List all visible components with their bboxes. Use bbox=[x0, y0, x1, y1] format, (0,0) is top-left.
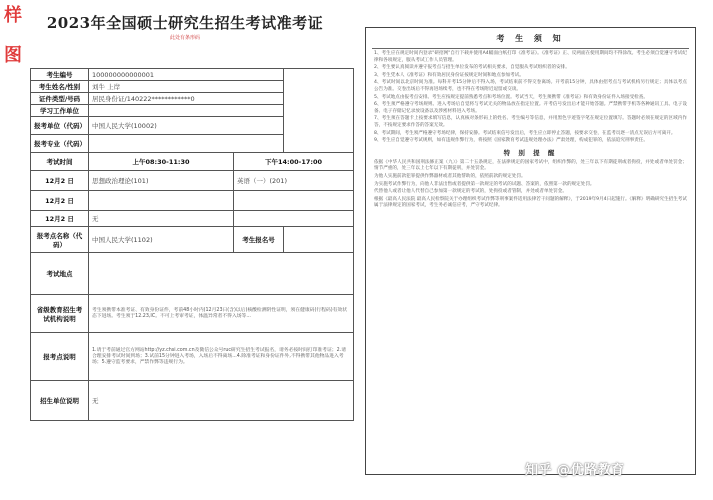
exam-date: 12月2 日 bbox=[31, 191, 89, 211]
exam-date: 12月2 日 bbox=[31, 171, 89, 191]
exam-time-label: 考试时间 bbox=[31, 153, 89, 171]
reminder-paragraph: 代替他人或者让他人代替自己参加第一款规定的考试的，处拘役或者管制，并处或者单处罚金。 bbox=[374, 189, 567, 195]
notice-paragraph: 8、考试期间，考生须严格遵守考场纪律，保持安静。考试结束信号发出后，考生应立即停止答题，按要求交卷，在监考员逐一清点无误后方可离开。 bbox=[374, 130, 676, 136]
notice-title: 考 生 须 知 bbox=[496, 34, 565, 43]
apply-major-value bbox=[89, 135, 284, 153]
apply-major-label: 报考专业（代码） bbox=[31, 135, 89, 153]
special-reminder-heading: 特 别 提 醒 bbox=[503, 148, 558, 157]
reminder-paragraph: 为实施考试作弊行为，向他人非法出售或者提供第一款规定的考试的试题、答案的，依照第一款的规定处罚。 bbox=[374, 181, 595, 187]
reminder-paragraph: 依据《中华人民共和国刑法修正案（九）》第二十五条规定，在法律规定的国家考试中，组织作弊的，处三年以下有期徒刑或者拘役，并处或者单处罚金；情节严重的，处三年以上七年以下有期徒刑，并处罚金。 bbox=[374, 159, 687, 172]
document-title: 2023年全国硕士研究生招生考试准考证 bbox=[46, 14, 324, 32]
exam-site-name-value: 中国人民大学(1102) bbox=[89, 227, 234, 253]
exam-subject-pm bbox=[234, 191, 354, 211]
notice-paragraph: 9、考生应自觉遵守考试规则，如有违规作弊行为，将按照《国家教育考试违规处理办法》严肃处理，构成犯罪的，依法追究刑事责任。 bbox=[374, 138, 648, 144]
notice-paragraph: 1、考生应在规定时间内登录"研招网"自行下载并使用A4幅面白纸打印《准考证》。《准考证》正、反两面在使用期间均不得涂改。考生必须自觉遵守考试纪律和各项规定，服从考试工作人员管理。 bbox=[374, 51, 687, 63]
exam-no-value: 100000000000001 bbox=[89, 69, 284, 81]
work-unit-value bbox=[89, 105, 284, 117]
photo-area bbox=[284, 69, 354, 153]
exam-address-value bbox=[89, 253, 354, 295]
candidate-notice-panel bbox=[365, 27, 696, 475]
recruiter-note-label: 招生单位说明 bbox=[31, 381, 89, 421]
notice-paragraph: 6、考生须严格遵守考场规则。进入考场后自觉将与考试无关的物品放在指定位置。开考信号发出后才能开始答题。严禁携带手机等各种通讯工具、电子设备、电子存储记忆录放设备以及涉密材料进入考场。 bbox=[374, 102, 687, 114]
notice-divider bbox=[372, 48, 689, 49]
notice-paragraph: 3、考生凭本人《准考证》和有效居民身份证按规定时间和地点参加考试。 bbox=[374, 72, 524, 78]
id-value: 居民身份证/140222************0 bbox=[89, 93, 284, 105]
registration-no-label: 考生报名号 bbox=[234, 227, 284, 253]
provincial-note-text: 考生须携带本准考证、有效身份证件，考前48小时内(12月23日(含)以后)核酸检测阴性证明，须在健康码(行程码)有效状态下进场。考生须于12.23,IC。不可上考审考证，体温异常者不得入场等... bbox=[89, 295, 354, 333]
name-value: 刘牛 上岸 bbox=[89, 81, 284, 93]
provincial-note-label: 省级教育招生考试机构说明 bbox=[31, 295, 89, 333]
sample-stamp-top: 样 bbox=[4, 5, 22, 26]
exam-subject-am: 思想政治理论(101) bbox=[89, 171, 234, 191]
notice-paragraph: 5、考试地点由报考点安排。考生应按规定提前熟悉考点和考场位置。考试当天，考生须携带《准考证》和有效身份证件入场接受检查。 bbox=[374, 94, 648, 100]
exam-subject-pm bbox=[234, 211, 354, 227]
name-label: 考生姓名/性别 bbox=[31, 81, 89, 93]
exam-subject-am bbox=[89, 191, 234, 211]
exam-address-label: 考试地点 bbox=[31, 253, 89, 295]
site-note-label: 报考点说明 bbox=[31, 333, 89, 381]
registration-no-value bbox=[284, 227, 354, 253]
exam-site-name-label: 报考点名称（代码） bbox=[31, 227, 89, 253]
apply-unit-value: 中国人民大学(10002) bbox=[89, 117, 284, 135]
exam-date: 12月2 日 bbox=[31, 211, 89, 227]
admission-ticket-table bbox=[30, 68, 354, 421]
morning-session: 上午08:30-11:30 bbox=[89, 153, 234, 171]
notice-paragraph: 2、考生要认真阅读并遵守报考点与招生单位发布的考试相关要求，自觉服从考试组织者的安排。 bbox=[374, 65, 570, 71]
reminder-paragraph: 根据《最高人民法院 最高人民检察院关于办理组织考试作弊等刑事案件适用法律若干问题的解释》，于2019年9月4日起施行。《解释》明确研究生招生考试属于法律规定的国家考试，考生务必诚信应考，严守考试纪律。 bbox=[374, 196, 687, 209]
id-label: 证件类型/号码 bbox=[31, 93, 89, 105]
recruiter-note-text: 无 bbox=[89, 381, 354, 421]
exam-no-label: 考生编号 bbox=[31, 69, 89, 81]
source-watermark: 知乎 @优路教育 bbox=[525, 463, 625, 478]
apply-unit-label: 报考单位（代码） bbox=[31, 117, 89, 135]
sample-stamp-bottom: 图 bbox=[4, 45, 22, 66]
notice-paragraph: 4、考试时间以北京时间为准。每科开考15分钟后不得入场，考试结束前不得交卷离场。开考前15分钟，具体由招考点与考试机构另行规定；具体以考点公告为准。交卷出场后不得再进场续考，也不得在考场附近逗留或交谈。 bbox=[374, 80, 687, 92]
afternoon-session: 下午14:00-17:00 bbox=[234, 153, 354, 171]
barcode-note: 此处有条形码 bbox=[169, 35, 200, 41]
reminder-paragraph: 为他人实施前款犯罪提供作弊器材或者其他帮助的，依照前款的规定处罚。 bbox=[374, 173, 526, 179]
exam-subject-pm: 英语（一）(201) bbox=[234, 171, 354, 191]
site-note-text: 1.请于考前通过官方网站http://yz.chsi.com.cn及微信公众号ruc研究生招生考试报名，请务必按时间打印准考证；2.请合理安排考试时间到场；3.试前15分钟进入考场，入场后不得离场...4.除准考证和身份证件外,不得携带其他物品进入考场；5.遵守监考要求，严禁作弊等违规行为。 bbox=[89, 333, 354, 381]
notice-paragraph: 7、考生须在答题卡上按要求填写信息，认真核对条形码上的姓名、考生编号等信息，并用黑色字迹签字笔在规定位置填写。答题时必须在规定的区域内作答，不按规定要求作答的答案无效。 bbox=[374, 116, 687, 128]
exam-subject-am: 无 bbox=[89, 211, 234, 227]
work-unit-label: 学习工作单位 bbox=[31, 105, 89, 117]
